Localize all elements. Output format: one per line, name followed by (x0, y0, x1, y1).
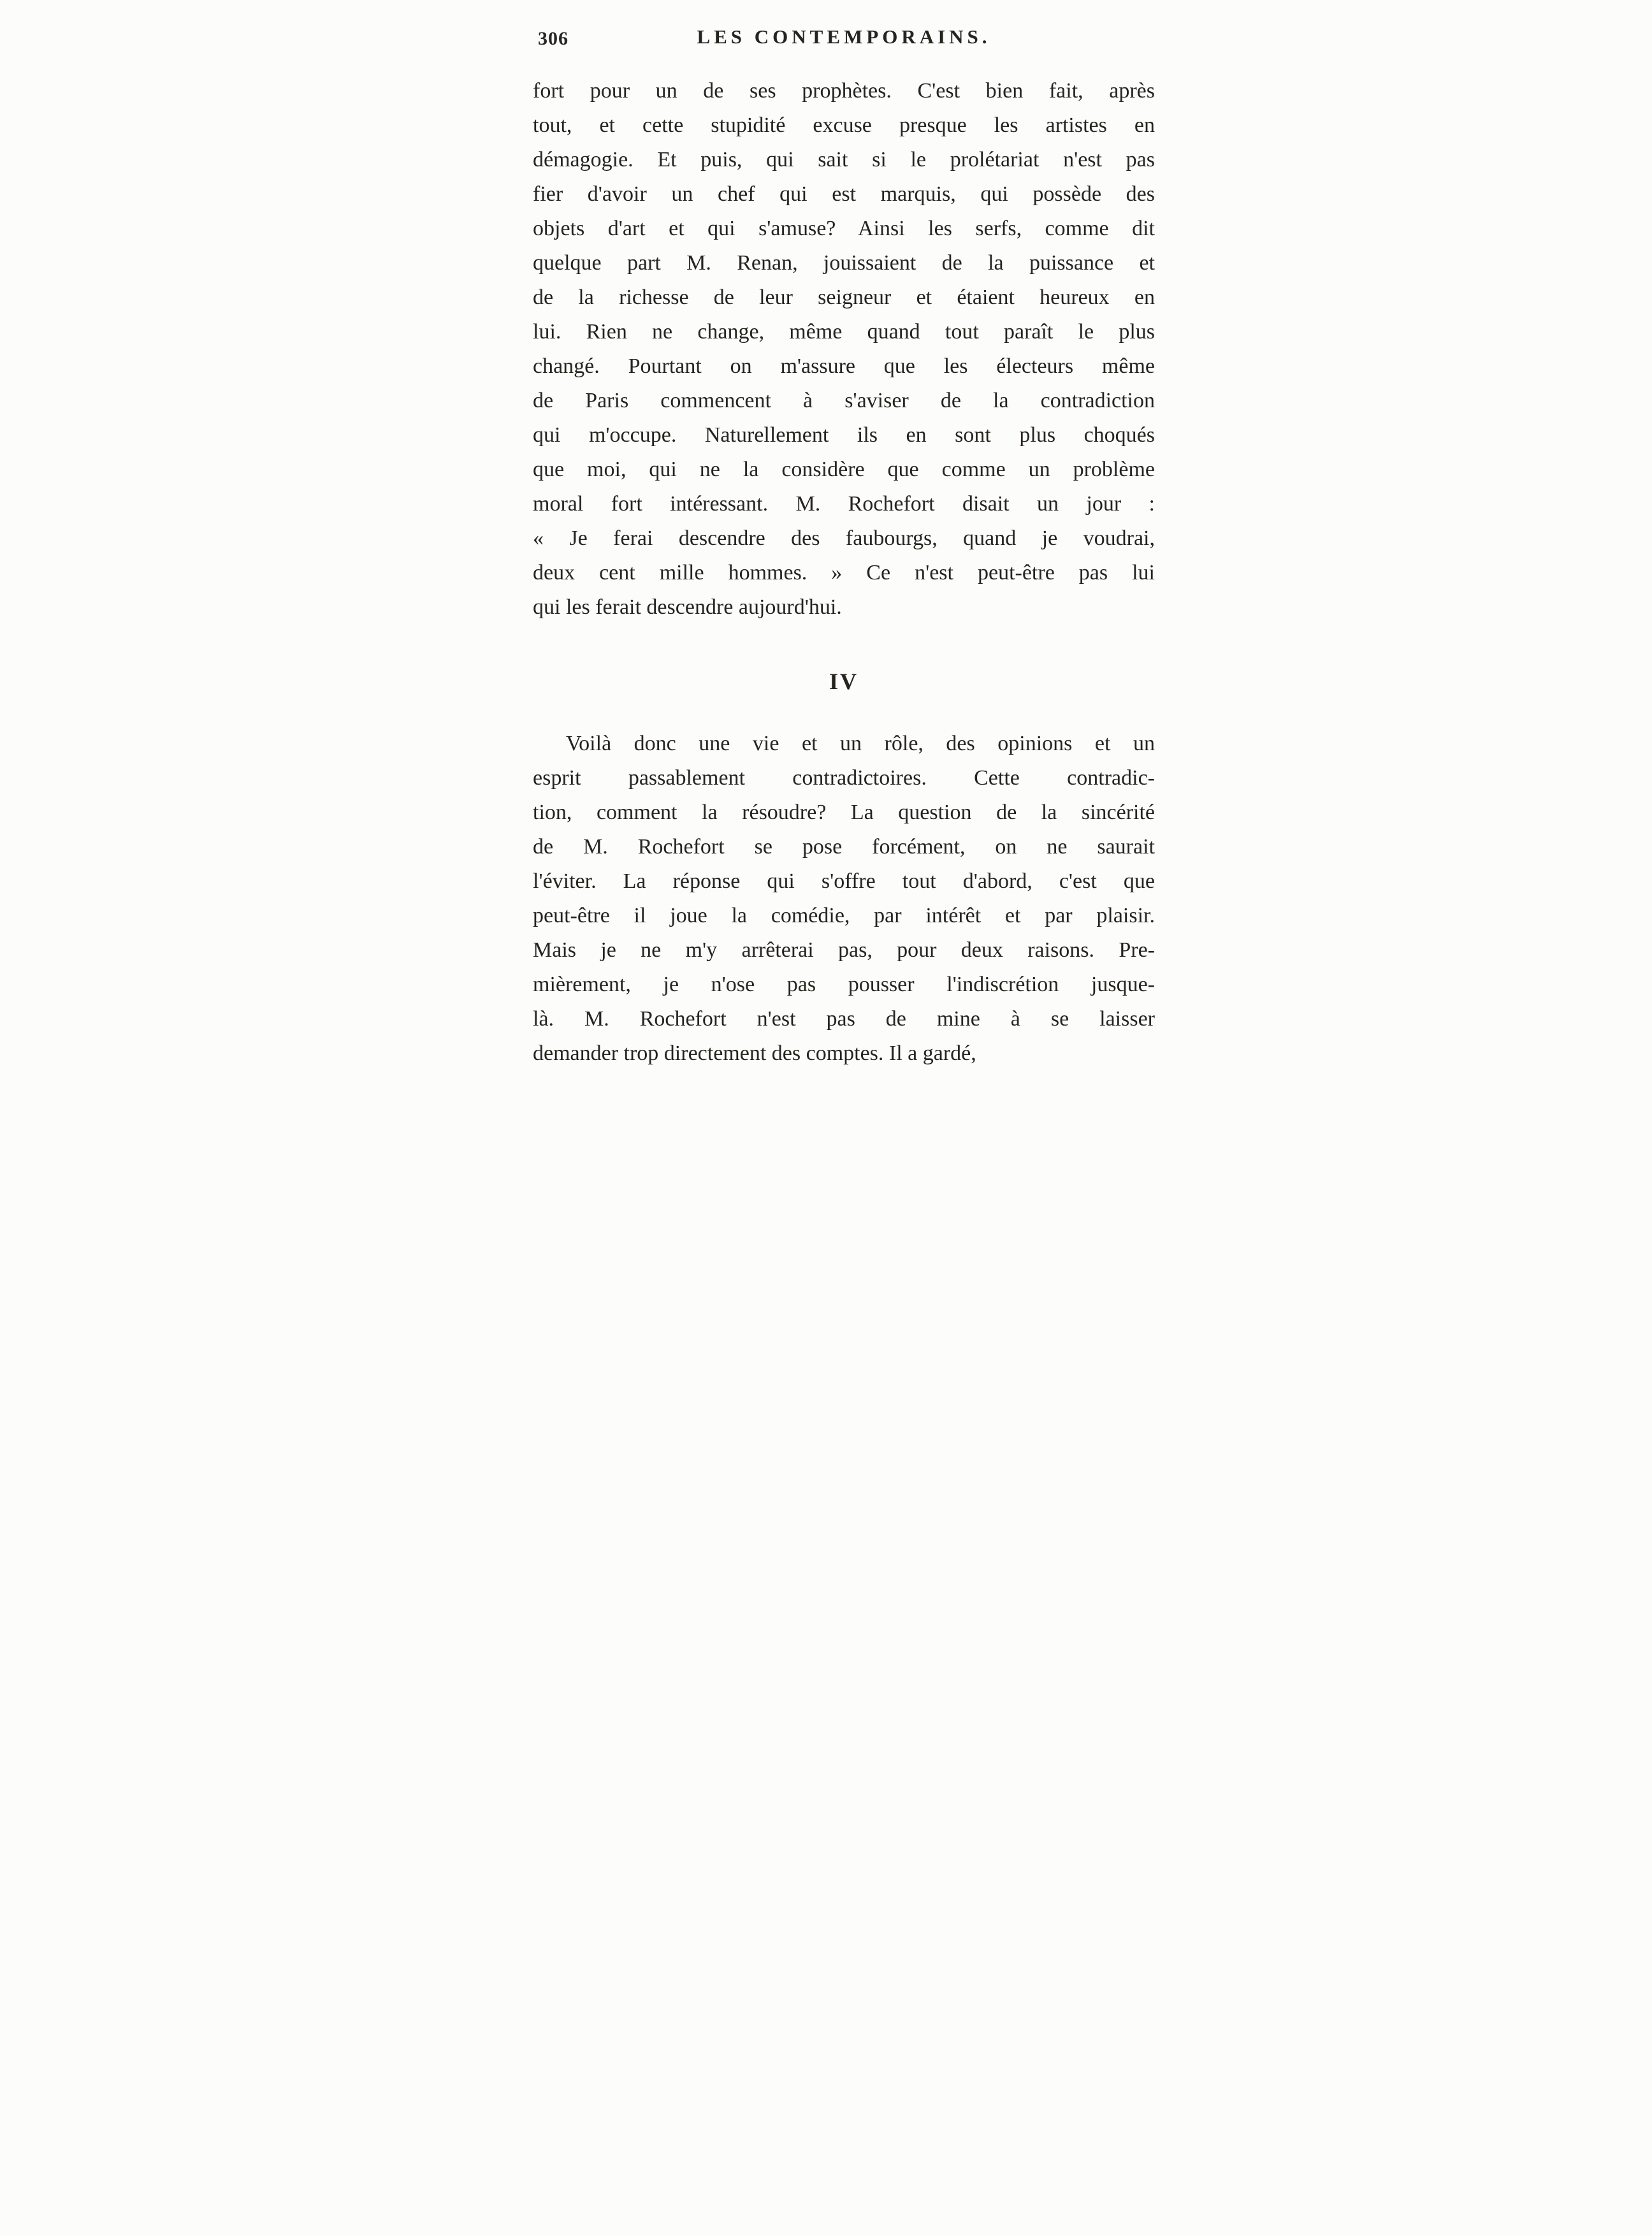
text-line: l'éviter. La réponse qui s'offre tout d'abord, c'est que (533, 869, 1155, 893)
text-line: tout, et cette stupidité excuse presque les artistes en (533, 113, 1155, 137)
text-line: quelque part M. Renan, jouissaient de la puissance et (533, 251, 1155, 275)
text-line: moral fort intéressant. M. Rochefort disait un jour : (533, 492, 1155, 516)
text-line: fier d'avoir un chef qui est marquis, qui possède des (533, 182, 1155, 206)
text-line: peut-être il joue la comédie, par intérêt et par plaisir. (533, 904, 1155, 927)
text-line: objets d'art et qui s'amuse? Ainsi les serfs, comme dit (533, 217, 1155, 240)
text-line: lui. Rien ne change, même quand tout paraît le plus (533, 320, 1155, 344)
text-line: là. M. Rochefort n'est pas de mine à se laisser (533, 1007, 1155, 1031)
text-line: que moi, qui ne la considère que comme un problème (533, 458, 1155, 481)
running-title: LES CONTEMPORAINS. (697, 25, 991, 48)
text-line: changé. Pourtant on m'assure que les électeurs même (533, 354, 1155, 378)
text-line: esprit passablement contradictoires. Cette contradic- (533, 766, 1155, 790)
paragraph-1 (533, 74, 1155, 625)
body-text (533, 74, 1155, 1071)
text-line: tion, comment la résoudre? La question de la sincérité (533, 801, 1155, 824)
text-line: démagogie. Et puis, qui sait si le prolétariat n'est pas (533, 148, 1155, 171)
text-line: de Paris commencent à s'aviser de la contradiction (533, 389, 1155, 412)
text-line: fort pour un de ses prophètes. C'est bien fait, après (533, 79, 1155, 103)
text-line: Voilà donc une vie et un rôle, des opinions et un (566, 732, 1155, 755)
text-line: qui m'occupe. Naturellement ils en sont plus choqués (533, 423, 1155, 447)
text-line: demander trop directement des comptes. Il a gardé, (533, 1042, 976, 1065)
page-number: 306 (538, 28, 569, 49)
text-line: deux cent mille hommes. » Ce n'est peut-être pas lui (533, 561, 1155, 584)
text-block (533, 24, 1155, 1071)
text-line: de la richesse de leur seigneur et étaient heureux en (533, 286, 1155, 309)
paragraph-2 (533, 727, 1155, 1071)
text-line: de M. Rochefort se pose forcément, on ne saurait (533, 835, 1155, 859)
text-line: « Je ferai descendre des faubourgs, quand je voudrai, (533, 526, 1155, 550)
page-header (533, 24, 1155, 62)
section-heading: IV (829, 669, 859, 694)
text-line: mièrement, je n'ose pas pousser l'indiscrétion jusque- (533, 973, 1155, 996)
text-line: qui les ferait descendre aujourd'hui. (533, 595, 842, 619)
text-line: Mais je ne m'y arrêterai pas, pour deux raisons. Pre- (533, 938, 1155, 962)
